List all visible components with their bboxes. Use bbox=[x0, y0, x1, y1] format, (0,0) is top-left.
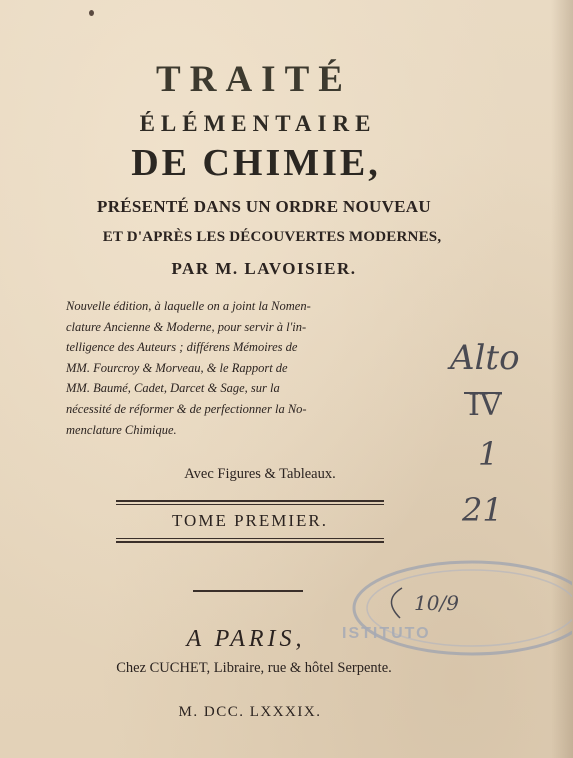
description-line1: PRÉSENTÉ DANS UN ORDRE NOUVEAU bbox=[97, 197, 431, 216]
book-subtitle-line1: ÉLÉMENTAIRE bbox=[139, 111, 377, 136]
book-subtitle-line2: DE CHIMIE, bbox=[131, 142, 381, 184]
edition-line: telligence des Auteurs ; différens Mémoires de bbox=[66, 340, 298, 355]
year-line: M. DCC. LXXXIX. bbox=[178, 704, 322, 720]
ink-spot bbox=[89, 10, 94, 16]
author-line: PAR M. LAVOISIER. bbox=[171, 259, 357, 278]
library-stamp bbox=[322, 560, 572, 656]
shelfmark-line: 1 bbox=[478, 435, 499, 473]
edition-line: MM. Fourcroy & Morveau, & le Rapport de bbox=[66, 360, 288, 375]
shelfmark-line: Alto bbox=[450, 338, 520, 378]
shelfmark-line: IV bbox=[468, 388, 502, 423]
edition-line: MM. Baumé, Cadet, Darcet & Sage, sur la bbox=[66, 381, 280, 396]
description-line2: ET D'APRÈS LES DÉCOUVERTES MODERNES, bbox=[102, 229, 442, 245]
shelfmark-line: 21 bbox=[462, 491, 503, 529]
edition-line: clature Ancienne & Moderne, pour servir à l'in- bbox=[66, 319, 307, 334]
stamp-handwritten-number: 10/9 bbox=[414, 591, 459, 615]
edition-note bbox=[66, 296, 438, 440]
edition-line: Nouvelle édition, à laquelle on a joint la Nomen- bbox=[66, 299, 311, 313]
double-rule-top-thin bbox=[116, 504, 384, 505]
double-rule-bottom-thin bbox=[116, 538, 384, 539]
edition-line: menclature Chimique. bbox=[66, 422, 177, 437]
edition-line: nécessité de réformer & de perfectionner la No- bbox=[66, 401, 307, 416]
tome-label: TOME PREMIER. bbox=[171, 511, 329, 530]
place-line: A PARIS, bbox=[186, 626, 306, 652]
handwritten-shelfmark bbox=[440, 325, 573, 535]
double-rule-top bbox=[116, 500, 384, 502]
double-rule-bottom bbox=[116, 541, 384, 543]
book-title: TRAITÉ bbox=[156, 59, 352, 100]
publisher-line: Chez CUCHET, Libraire, rue & hôtel Serpente. bbox=[116, 660, 392, 676]
stamp-text: ISTITUTO bbox=[342, 625, 431, 642]
short-divider bbox=[193, 590, 303, 592]
figures-line: Avec Figures & Tableaux. bbox=[184, 466, 336, 482]
stamp-pencil-bracket bbox=[391, 588, 402, 618]
